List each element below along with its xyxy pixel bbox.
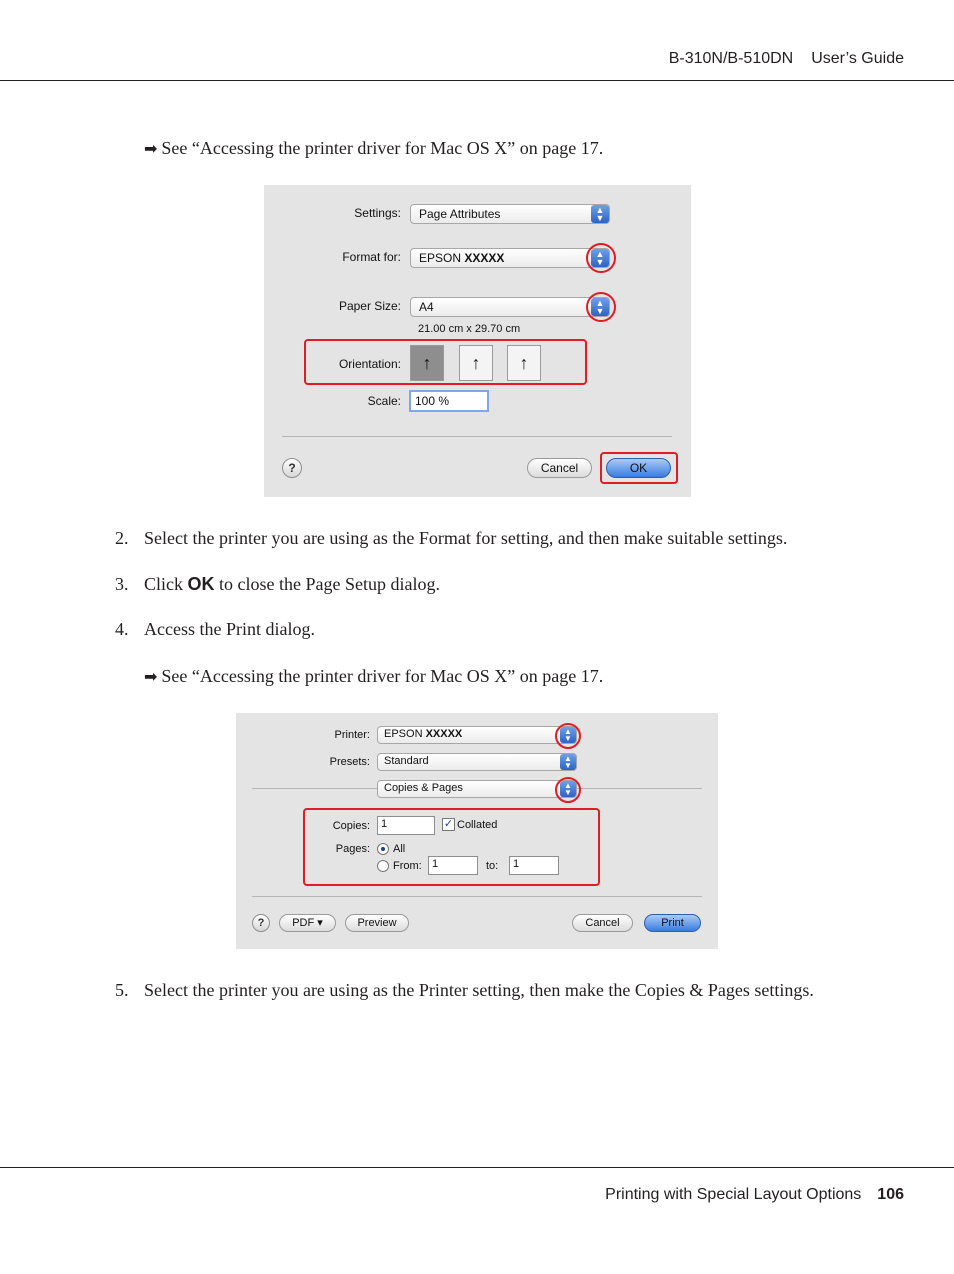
step-text-post: to close the Page Setup dialog. bbox=[214, 574, 440, 594]
right-arrow-icon: ➡ bbox=[144, 139, 158, 158]
ok-highlight-box bbox=[600, 452, 678, 484]
paper-size-popup[interactable] bbox=[410, 297, 610, 317]
xref-link-1[interactable]: See “Accessing the printer driver for Mac OS X” on page 17. bbox=[161, 138, 604, 158]
pages-all-label: All bbox=[393, 843, 406, 855]
cancel-button[interactable]: Cancel bbox=[527, 458, 592, 478]
paper-size-value: A4 bbox=[419, 300, 434, 314]
xref-paragraph-1 bbox=[144, 138, 603, 159]
scale-label: Scale: bbox=[367, 394, 401, 408]
dialog-separator bbox=[282, 436, 672, 437]
pages-all-radio[interactable] bbox=[377, 843, 389, 855]
preview-button[interactable]: Preview bbox=[345, 914, 409, 932]
highlight-ring bbox=[555, 723, 581, 749]
landscape-left-icon[interactable]: ↑ bbox=[459, 345, 493, 381]
portrait-icon[interactable]: ↑ bbox=[410, 345, 444, 381]
step-number: 2. bbox=[115, 528, 129, 548]
xref-link-2[interactable]: See “Accessing the printer driver for Mac OS X” on page 17. bbox=[161, 666, 604, 686]
right-arrow-icon: ➡ bbox=[144, 667, 158, 686]
running-header bbox=[669, 50, 904, 68]
presets-popup[interactable] bbox=[377, 753, 577, 771]
panel-value: Copies & Pages bbox=[384, 782, 463, 794]
settings-label: Settings: bbox=[354, 206, 401, 220]
step-number: 5. bbox=[115, 980, 129, 1000]
format-for-label: Format for: bbox=[342, 250, 401, 264]
step-text: Access the Print dialog. bbox=[144, 619, 315, 639]
ok-button[interactable]: OK bbox=[606, 458, 671, 478]
question-mark-icon[interactable]: ? bbox=[282, 458, 302, 478]
question-mark-icon[interactable]: ? bbox=[252, 914, 270, 932]
to-input[interactable]: 1 bbox=[509, 856, 559, 875]
orientation-label: Orientation: bbox=[338, 357, 401, 371]
print-dialog bbox=[236, 713, 718, 949]
step-text: Select the printer you are using as the Format for setting, and then make suitable settings. bbox=[144, 528, 788, 548]
format-value-model: XXXXX bbox=[464, 251, 505, 265]
paper-dimensions: 21.00 cm x 29.70 cm bbox=[418, 323, 521, 335]
highlight-ring bbox=[586, 243, 616, 273]
format-for-popup[interactable] bbox=[410, 248, 610, 268]
step-text: Select the printer you are using as the Printer setting, then make the Copies & Pages settings. bbox=[144, 980, 814, 1000]
pages-from-radio[interactable] bbox=[377, 860, 389, 872]
running-footer bbox=[605, 1186, 904, 1204]
step-2 bbox=[115, 528, 787, 549]
collated-checkbox[interactable]: ✓ bbox=[443, 818, 454, 830]
step-number: 4. bbox=[115, 619, 129, 639]
up-down-arrows-icon[interactable]: ▲ ▼ bbox=[591, 298, 609, 316]
copies-input[interactable]: 1 bbox=[377, 816, 435, 835]
step-text-bold: OK bbox=[187, 574, 215, 594]
step-4 bbox=[115, 619, 315, 640]
step-3 bbox=[115, 574, 440, 595]
highlight-ring bbox=[555, 777, 581, 803]
to-label: to: bbox=[486, 860, 499, 872]
printer-value-prefix: EPSON bbox=[384, 728, 426, 740]
up-down-arrows-icon[interactable]: ▲ ▼ bbox=[560, 727, 576, 743]
step-text-pre: Click bbox=[144, 574, 188, 594]
printer-popup[interactable] bbox=[377, 726, 577, 744]
printer-label: Printer: bbox=[334, 729, 370, 741]
settings-value: Page Attributes bbox=[419, 207, 501, 221]
header-rule bbox=[0, 80, 954, 81]
scale-input[interactable]: 100 % bbox=[409, 390, 489, 412]
presets-value: Standard bbox=[384, 755, 429, 767]
xref-paragraph-2 bbox=[144, 666, 603, 687]
highlight-ring bbox=[586, 292, 616, 322]
panel-popup[interactable] bbox=[377, 780, 577, 798]
up-down-arrows-icon[interactable]: ▲ ▼ bbox=[560, 754, 576, 770]
page-setup-dialog bbox=[264, 185, 691, 497]
format-value-prefix: EPSON bbox=[419, 251, 465, 265]
up-down-arrows-icon[interactable]: ▲ ▼ bbox=[560, 781, 576, 797]
printer-value-model: XXXXX bbox=[425, 728, 463, 740]
landscape-right-icon[interactable]: ↑ bbox=[507, 345, 541, 381]
up-down-arrows-icon[interactable]: ▲ ▼ bbox=[591, 205, 609, 223]
header-model: B-310N/B-510DN bbox=[668, 50, 794, 67]
footer-rule bbox=[0, 1167, 954, 1168]
cancel-button[interactable]: Cancel bbox=[572, 914, 633, 932]
pdf-menu-button[interactable]: PDF ▾ bbox=[279, 914, 336, 932]
collated-label: Collated bbox=[457, 819, 498, 831]
pages-label: Pages: bbox=[335, 843, 370, 855]
step-number: 3. bbox=[115, 574, 129, 594]
dialog-separator bbox=[252, 896, 702, 897]
page-number: 106 bbox=[877, 1186, 904, 1203]
settings-popup[interactable] bbox=[410, 204, 610, 224]
print-button[interactable]: Print bbox=[644, 914, 701, 932]
paper-size-label: Paper Size: bbox=[338, 299, 401, 313]
footer-section: Printing with Special Layout Options bbox=[605, 1186, 862, 1203]
from-input[interactable]: 1 bbox=[428, 856, 478, 875]
presets-label: Presets: bbox=[329, 756, 370, 768]
up-down-arrows-icon[interactable]: ▲ ▼ bbox=[591, 249, 609, 267]
from-label: From: bbox=[393, 860, 422, 872]
header-guide: User’s Guide bbox=[811, 50, 904, 67]
step-5 bbox=[115, 980, 814, 1001]
copies-label: Copies: bbox=[332, 820, 370, 832]
